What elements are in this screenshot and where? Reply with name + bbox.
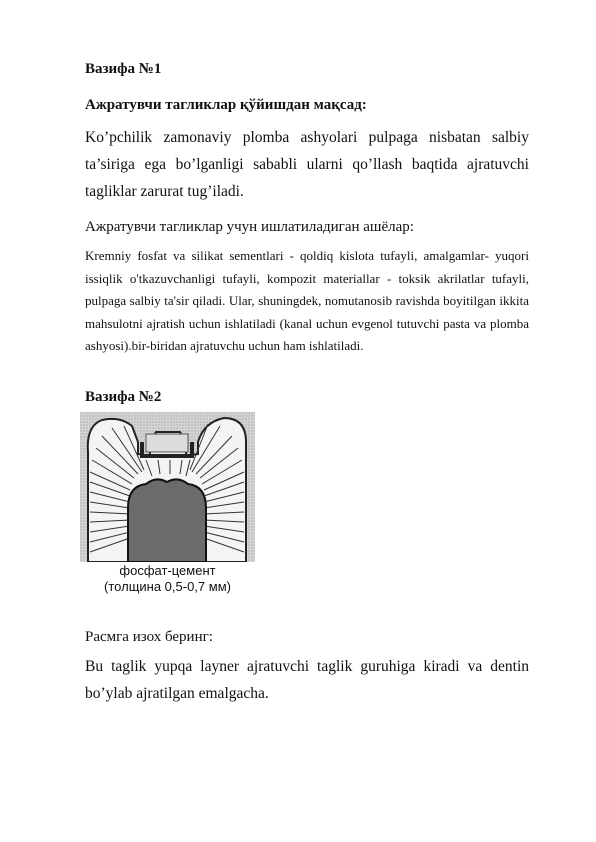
task1-title: Вазифа №1 <box>85 61 162 77</box>
task1-paragraph: Ko’pchilik zamonaviy plomba ashyolari pulpaga nisbatan salbiy ta’siriga ega bo’lganligi sababli ularni qo’llash baqtida ajratuvchi tagliklar zarurat tug’iladi. <box>85 129 529 200</box>
filling <box>146 434 188 452</box>
materials-heading: Ажратувчи тагликлар учун ишлатиладиган ашёлар: <box>85 219 414 235</box>
tooth-diagram-image <box>80 412 255 562</box>
figure-caption-line1: фосфат-цемент <box>119 563 216 578</box>
task1-subtitle: Ажратувчи тагликлар қўйишдан мақсад: <box>85 97 367 113</box>
task2-title: Вазифа №2 <box>85 389 162 405</box>
pulp-chamber <box>128 479 206 562</box>
figure-prompt: Расмга изох беринг: <box>85 629 213 645</box>
figure-answer: Bu taglik yupqa layner ajratuvchi taglik guruhiga kiradi va dentin bo’ylab ajratilgan emalgacha. <box>85 658 529 702</box>
materials-text: Kremniy fosfat va silikat sementlari - qoldiq kislota tufayli, amalgamlar- yuqori issiqlik o'tkazuvchanligi tufayli, kompozit materiallar - toksik akrilatlar tufayli, pulpaga salbiy ta'sir qiladi. Ular, shuningdek, nomutanosib ravishda boyitilgan ikkita mahsulotni ajratish uchun ishlatiladi (kanal uchun evgenol tutuvchi pasta va plomba ashyosi).bir-biridan ajratuvchu uchun ham ishlatiladi. <box>85 248 529 353</box>
figure-caption-line2: (толщина 0,5-0,7 мм) <box>104 579 231 594</box>
